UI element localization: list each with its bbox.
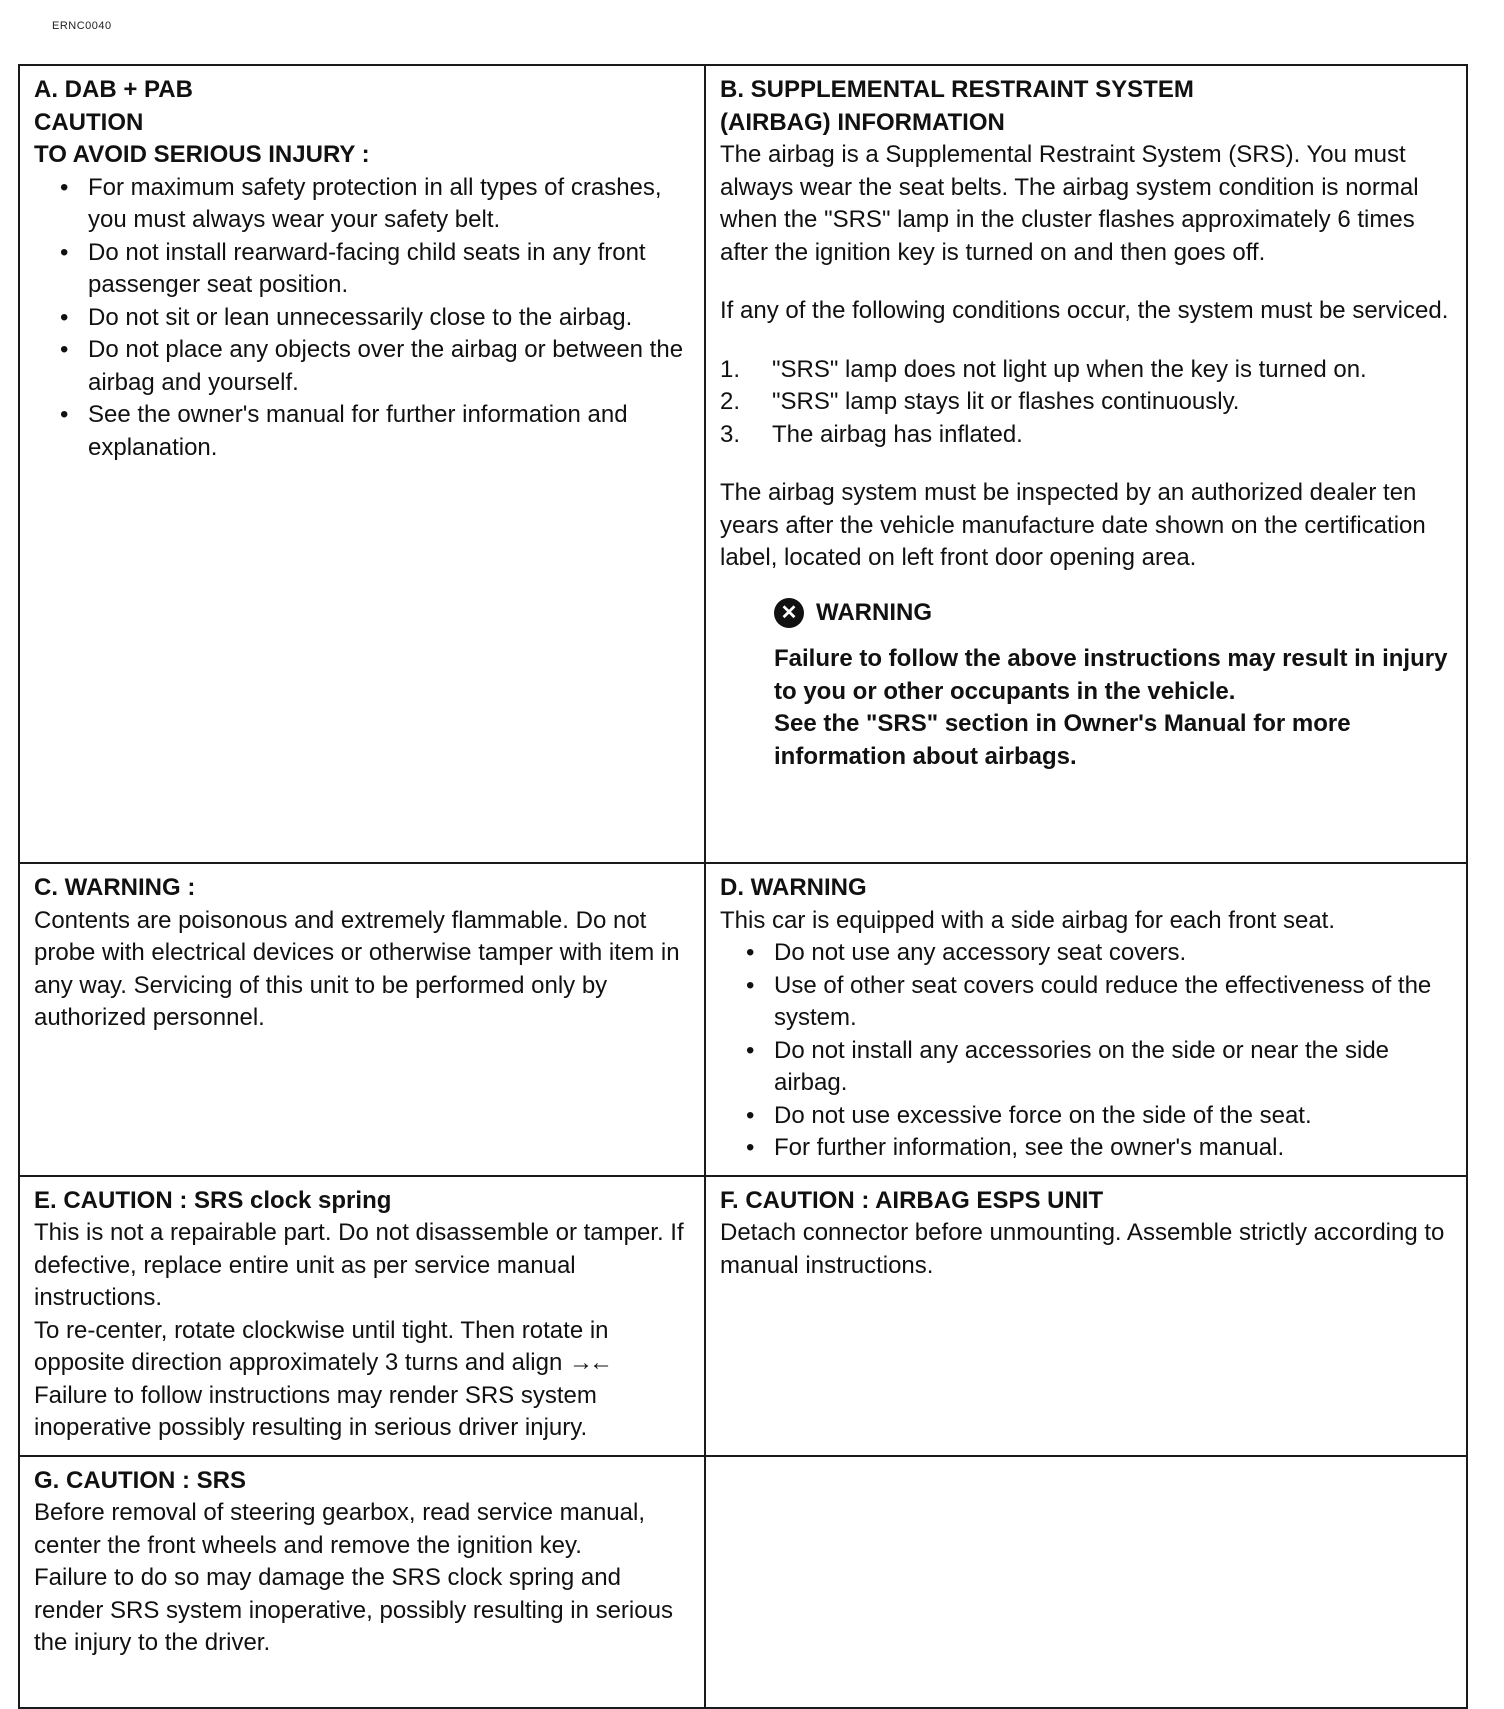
list-item	[720, 354, 1454, 387]
list-item: • Do not sit or lean unnecessarily close to the airbag.	[58, 302, 692, 335]
section-d	[705, 863, 1467, 1176]
list-item: • Do not install any accessories on the side or near the side airbag.	[744, 1035, 1454, 1100]
label-table	[18, 64, 1468, 1709]
section-e-text-2: To re-center, rotate clockwise until tight. Then rotate in opposite direction approximately 3 turns and align →←	[34, 1316, 609, 1376]
list-item: • Do not use any accessory seat covers.	[744, 937, 1454, 970]
list-item: • Do not place any objects over the airbag or between the airbag and yourself.	[58, 334, 692, 399]
section-b-paragraph-2: If any of the following conditions occur, the system must be serviced.	[720, 297, 1449, 324]
list-item: • Use of other seat covers could reduce the effectiveness of the system.	[744, 970, 1454, 1035]
section-f-title: F. CAUTION : AIRBAG ESPS UNIT	[720, 1186, 1104, 1214]
item-text: "SRS" lamp stays lit or flashes continuously.	[772, 388, 1240, 415]
list-item	[720, 386, 1454, 419]
section-b-title-line-2: (AIRBAG) INFORMATION	[720, 108, 1005, 136]
warning-label: WARNING	[816, 598, 932, 626]
section-a-bullets	[34, 172, 692, 465]
section-g-title: G. CAUTION : SRS	[34, 1466, 247, 1494]
list-item: • See the owner's manual for further information and explanation.	[58, 399, 692, 464]
warning-text-1: Failure to follow the above instructions may result in injury to you or other occupants in the vehicle.	[774, 645, 1448, 705]
section-e-text-1: This is not a repairable part. Do not disassemble or tamper. If defective, replace entire unit as per service manual instructions.	[34, 1219, 684, 1311]
item-number: 3.	[720, 420, 741, 448]
empty-cell	[705, 1456, 1467, 1708]
section-f	[705, 1176, 1467, 1456]
section-e-text-3: Failure to follow instructions may render SRS system inoperative possibly resulting in serious driver injury.	[34, 1381, 597, 1441]
section-b-paragraph-1: The airbag is a Supplemental Restraint System (SRS). You must always wear the seat belts. The airbag system condition is normal when the "SRS" lamp in the cluster flashes approximately 6 times after the ignition key is turned on and then goes off.	[720, 141, 1419, 266]
section-b-conditions	[720, 354, 1454, 452]
section-a-title: A. DAB + PAB	[34, 76, 193, 103]
section-e	[19, 1176, 705, 1456]
item-text: "SRS" lamp does not light up when the key is turned on.	[772, 355, 1367, 383]
section-d-lead: This car is equipped with a side airbag for each front seat.	[720, 906, 1335, 934]
section-b-title-line-1: B. SUPPLEMENTAL RESTRAINT SYSTEM	[720, 76, 1194, 103]
warning-block	[774, 597, 1454, 774]
warning-x-icon: ✕	[774, 598, 804, 628]
row-ef	[19, 1176, 1467, 1456]
section-c	[19, 863, 705, 1176]
section-c-title: C. WARNING :	[34, 874, 196, 901]
item-number: 1.	[720, 355, 741, 383]
list-item	[720, 419, 1454, 452]
item-number: 2.	[720, 388, 741, 415]
list-item: • For further information, see the owner's manual.	[744, 1132, 1454, 1165]
section-a	[19, 65, 705, 863]
section-f-text: Detach connector before unmounting. Assemble strictly according to manual instructions.	[720, 1219, 1445, 1279]
list-item: • Do not install rearward-facing child seats in any front passenger seat position.	[58, 237, 692, 302]
section-a-subtitle: CAUTION	[34, 108, 144, 136]
section-b	[705, 65, 1467, 863]
row-ab	[19, 65, 1467, 863]
section-g	[19, 1456, 705, 1708]
section-c-text: Contents are poisonous and extremely flammable. Do not probe with electrical devices or otherwise tamper with item in any way. Servicing of this unit to be performed only by authorized personnel.	[34, 906, 680, 1031]
document-code: ERNC0040	[52, 20, 112, 32]
row-cd	[19, 863, 1467, 1176]
list-item: • For maximum safety protection in all types of crashes, you must always wear your safety belt.	[58, 172, 692, 237]
section-e-title: E. CAUTION : SRS clock spring	[34, 1186, 392, 1214]
section-d-bullets	[720, 937, 1454, 1165]
item-text: The airbag has inflated.	[772, 420, 1023, 448]
align-arrows-icon: →←	[569, 1349, 609, 1376]
section-g-text-1: Before removal of steering gearbox, read service manual, center the front wheels and remove the ignition key.	[34, 1499, 645, 1559]
row-g	[19, 1456, 1467, 1708]
section-a-lead: TO AVOID SERIOUS INJURY :	[34, 141, 370, 168]
section-b-paragraph-3: The airbag system must be inspected by an authorized dealer ten years after the vehicle manufacture date shown on the certification label, located on left front door opening area.	[720, 479, 1426, 571]
warning-text-2: See the "SRS" section in Owner's Manual for more information about airbags.	[774, 710, 1351, 770]
section-d-title: D. WARNING	[720, 874, 867, 901]
section-g-text-2: Failure to do so may damage the SRS clock spring and render SRS system inoperative, possibly resulting in serious the injury to the driver.	[34, 1564, 673, 1656]
list-item: • Do not use excessive force on the side of the seat.	[744, 1100, 1454, 1133]
